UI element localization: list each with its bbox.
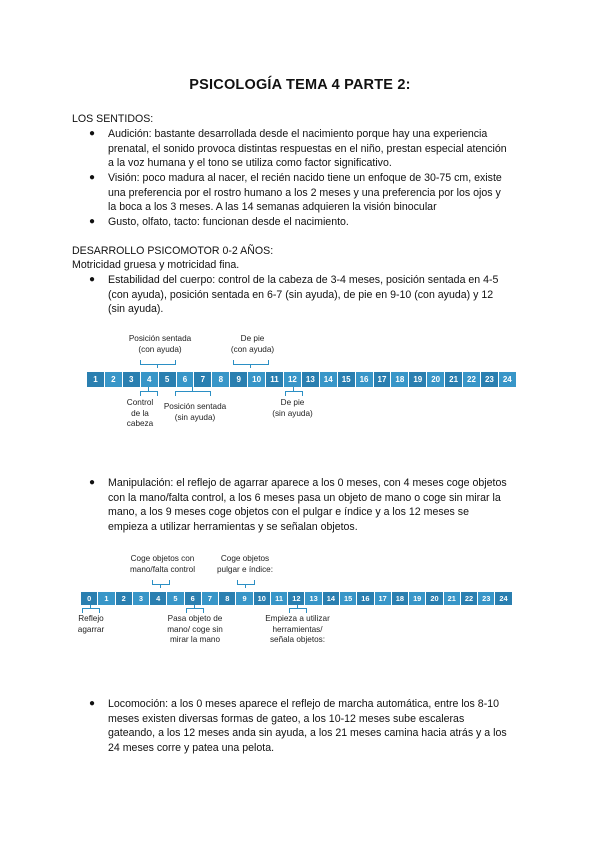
timeline-stability-cell: 22 — [463, 372, 481, 387]
text-line: mano, a los 9 meses coge objetos con el pulgar e índice y a los 12 meses se — [108, 506, 469, 519]
timeline-manipulation-cell: 12 — [288, 592, 305, 605]
senses-heading: LOS SENTIDOS: — [72, 113, 154, 125]
timeline-stability-cell: 2 — [105, 372, 123, 387]
timeline-manipulation-cell: 10 — [254, 592, 271, 605]
page-title: PSICOLOGÍA TEMA 4 PARTE 2: — [189, 77, 411, 93]
timeline-stability-cell: 24 — [499, 372, 517, 387]
timeline-manipulation-cell: 6 — [185, 592, 202, 605]
label-grab-pinch: Coge objetos pulgar e índice: — [217, 554, 273, 574]
timeline-stability-cell: 16 — [356, 372, 374, 387]
timeline-manipulation-cell: 20 — [426, 592, 443, 605]
label-stand-with-help: De pie (con ayuda) — [230, 334, 275, 354]
text-line: con la mano/falta control, a los 6 meses pasa un objeto de mano o coge sin mirar la — [108, 491, 501, 504]
timeline-stability-cell: 21 — [445, 372, 463, 387]
timeline-stability — [87, 372, 517, 387]
timeline-stability-cell: 17 — [374, 372, 392, 387]
text-line: Manipulación: el reflejo de agarrar aparece a los 0 meses, con 4 meses coge objetos — [108, 477, 507, 489]
timeline-manipulation-cell: 11 — [271, 592, 288, 605]
timeline-stability-cell: 8 — [212, 372, 230, 387]
motor-subheading: Motricidad gruesa y motricidad fina. — [72, 259, 240, 271]
text-line: Gusto, olfato, tacto: funcionan desde el nacimiento. — [108, 216, 349, 228]
text-line: Locomoción: a los 0 meses aparece el reflejo de marcha automática, entre los 8-10 — [108, 698, 500, 710]
timeline-manipulation-cell: 17 — [375, 592, 392, 605]
timeline-manipulation-cell: 5 — [167, 592, 184, 605]
timeline-stability-cell: 9 — [230, 372, 248, 387]
timeline-stability-cell: 18 — [391, 372, 409, 387]
text-line: una preferencia por el rostro humano a los 2 meses y una preferencia por los ojos y — [108, 186, 501, 199]
timeline-manipulation-cell: 2 — [116, 592, 133, 605]
timeline-manipulation-cell: 19 — [409, 592, 426, 605]
timeline-manipulation-cell: 9 — [236, 592, 253, 605]
timeline-stability-cell: 11 — [266, 372, 284, 387]
timeline-manipulation-cell: 16 — [357, 592, 374, 605]
label-stand-no-help: De pie (sin ayuda) — [272, 398, 313, 418]
text-line: Estabilidad del cuerpo: control de la cabeza de 3-4 meses, posición sentada en 4-5 — [108, 274, 499, 286]
timeline-stability-cell: 19 — [409, 372, 427, 387]
bullet-icon: ● — [89, 216, 96, 227]
bracket-tick — [297, 605, 298, 608]
timeline-manipulation-cell: 7 — [202, 592, 219, 605]
text-line: Visión: poco madura al nacer, el recién nacido tiene un enfoque de 30-75 cm, existe — [108, 172, 502, 184]
bracket-tick — [160, 584, 161, 588]
timeline-stability-cell: 3 — [123, 372, 141, 387]
bullet-icon: ● — [89, 698, 96, 709]
timeline-stability-cell: 7 — [194, 372, 212, 387]
bullet-icon: ● — [89, 274, 96, 285]
bracket-tick — [157, 364, 158, 368]
timeline-manipulation-cell: 18 — [392, 592, 409, 605]
bracket-tick — [245, 584, 246, 588]
timeline-stability-cell: 23 — [481, 372, 499, 387]
timeline-manipulation-cell: 24 — [495, 592, 512, 605]
timeline-manipulation-cell: 8 — [219, 592, 236, 605]
bracket-tick — [90, 605, 91, 608]
timeline-stability-cell: 14 — [320, 372, 338, 387]
timeline-manipulation-cell: 13 — [305, 592, 322, 605]
label-sit-no-help: Posición sentada (sin ayuda) — [163, 402, 227, 422]
bracket-tick — [148, 387, 149, 391]
bracket-tick — [250, 364, 251, 368]
timeline-manipulation-cell: 22 — [461, 592, 478, 605]
timeline-stability-cell: 12 — [284, 372, 302, 387]
timeline-manipulation-cell: 1 — [98, 592, 115, 605]
timeline-stability-cell: 13 — [302, 372, 320, 387]
bullet-icon: ● — [89, 128, 96, 139]
timeline-stability-cell: 5 — [159, 372, 177, 387]
text-line: la boca a los 3 meses. A las 14 semanas adquieren la visión binocular — [108, 201, 437, 214]
text-line: meses existen diversas formas de gateo, a los 10-12 meses sube escaleras — [108, 712, 465, 725]
bracket-tick — [192, 387, 193, 391]
timeline-manipulation-cell: 0 — [81, 592, 98, 605]
bracket-reflex — [82, 608, 100, 613]
label-grab-hand: Coge objetos con mano/falta control — [129, 554, 196, 574]
label-head-control: Control de la cabeza — [126, 398, 154, 428]
text-line: empieza a utilizar herramientas y se señalan objetos. — [108, 520, 358, 533]
bracket-tick — [194, 605, 195, 608]
text-line: a la voz humana y el tono se utiliza como factor significativo. — [108, 157, 392, 170]
bracket-head — [140, 391, 158, 396]
timeline-stability-cell: 20 — [427, 372, 445, 387]
label-tools: Empieza a utilizar herramientas/ señala objetos: — [265, 614, 330, 644]
bracket-tick — [293, 387, 294, 391]
timeline-stability-cell: 6 — [177, 372, 195, 387]
bracket-stand-no-help — [285, 391, 303, 396]
text-line: (sin ayuda). — [108, 303, 164, 316]
text-line: 24 meses corre y patea una pelota. — [108, 741, 275, 754]
timeline-manipulation-cell: 21 — [444, 592, 461, 605]
timeline-stability-cell: 4 — [141, 372, 159, 387]
timeline-manipulation-cell: 3 — [133, 592, 150, 605]
motor-heading: DESARROLLO PSICOMOTOR 0-2 AÑOS: — [72, 245, 274, 257]
timeline-manipulation-cell: 15 — [340, 592, 357, 605]
text-line: Audición: bastante desarrollada desde el nacimiento porque hay una experiencia — [108, 128, 488, 140]
label-reflex: Reflejo agarrar — [77, 614, 105, 634]
timeline-manipulation-cell: 14 — [323, 592, 340, 605]
timeline-stability-cell: 10 — [248, 372, 266, 387]
bracket-sit-no-help — [175, 391, 211, 396]
bullet-icon: ● — [89, 172, 96, 183]
bullet-icon: ● — [89, 477, 96, 488]
bracket-tools — [289, 608, 307, 613]
timeline-stability-cell: 1 — [87, 372, 105, 387]
label-pass-object: Pasa objeto de mano/ coge sin mirar la mano — [167, 614, 223, 644]
label-sit-with-help: Posición sentada (con ayuda) — [128, 334, 192, 354]
timeline-manipulation — [81, 592, 513, 605]
text-line: gateando, a los 12 meses anda sin ayuda, a los 21 meses camina hacia atrás y a los — [108, 727, 507, 740]
timeline-manipulation-cell: 23 — [478, 592, 495, 605]
bracket-pass-object — [186, 608, 204, 613]
text-line: prenatal, el sonido provoca distintas respuestas en el niño, prestan especial atención — [108, 142, 507, 155]
timeline-manipulation-cell: 4 — [150, 592, 167, 605]
text-line: (con ayuda), posición sentada en 6-7 (sin ayuda), de pie en 9-10 (con ayuda) y 12 — [108, 288, 494, 301]
timeline-stability-cell: 15 — [338, 372, 356, 387]
